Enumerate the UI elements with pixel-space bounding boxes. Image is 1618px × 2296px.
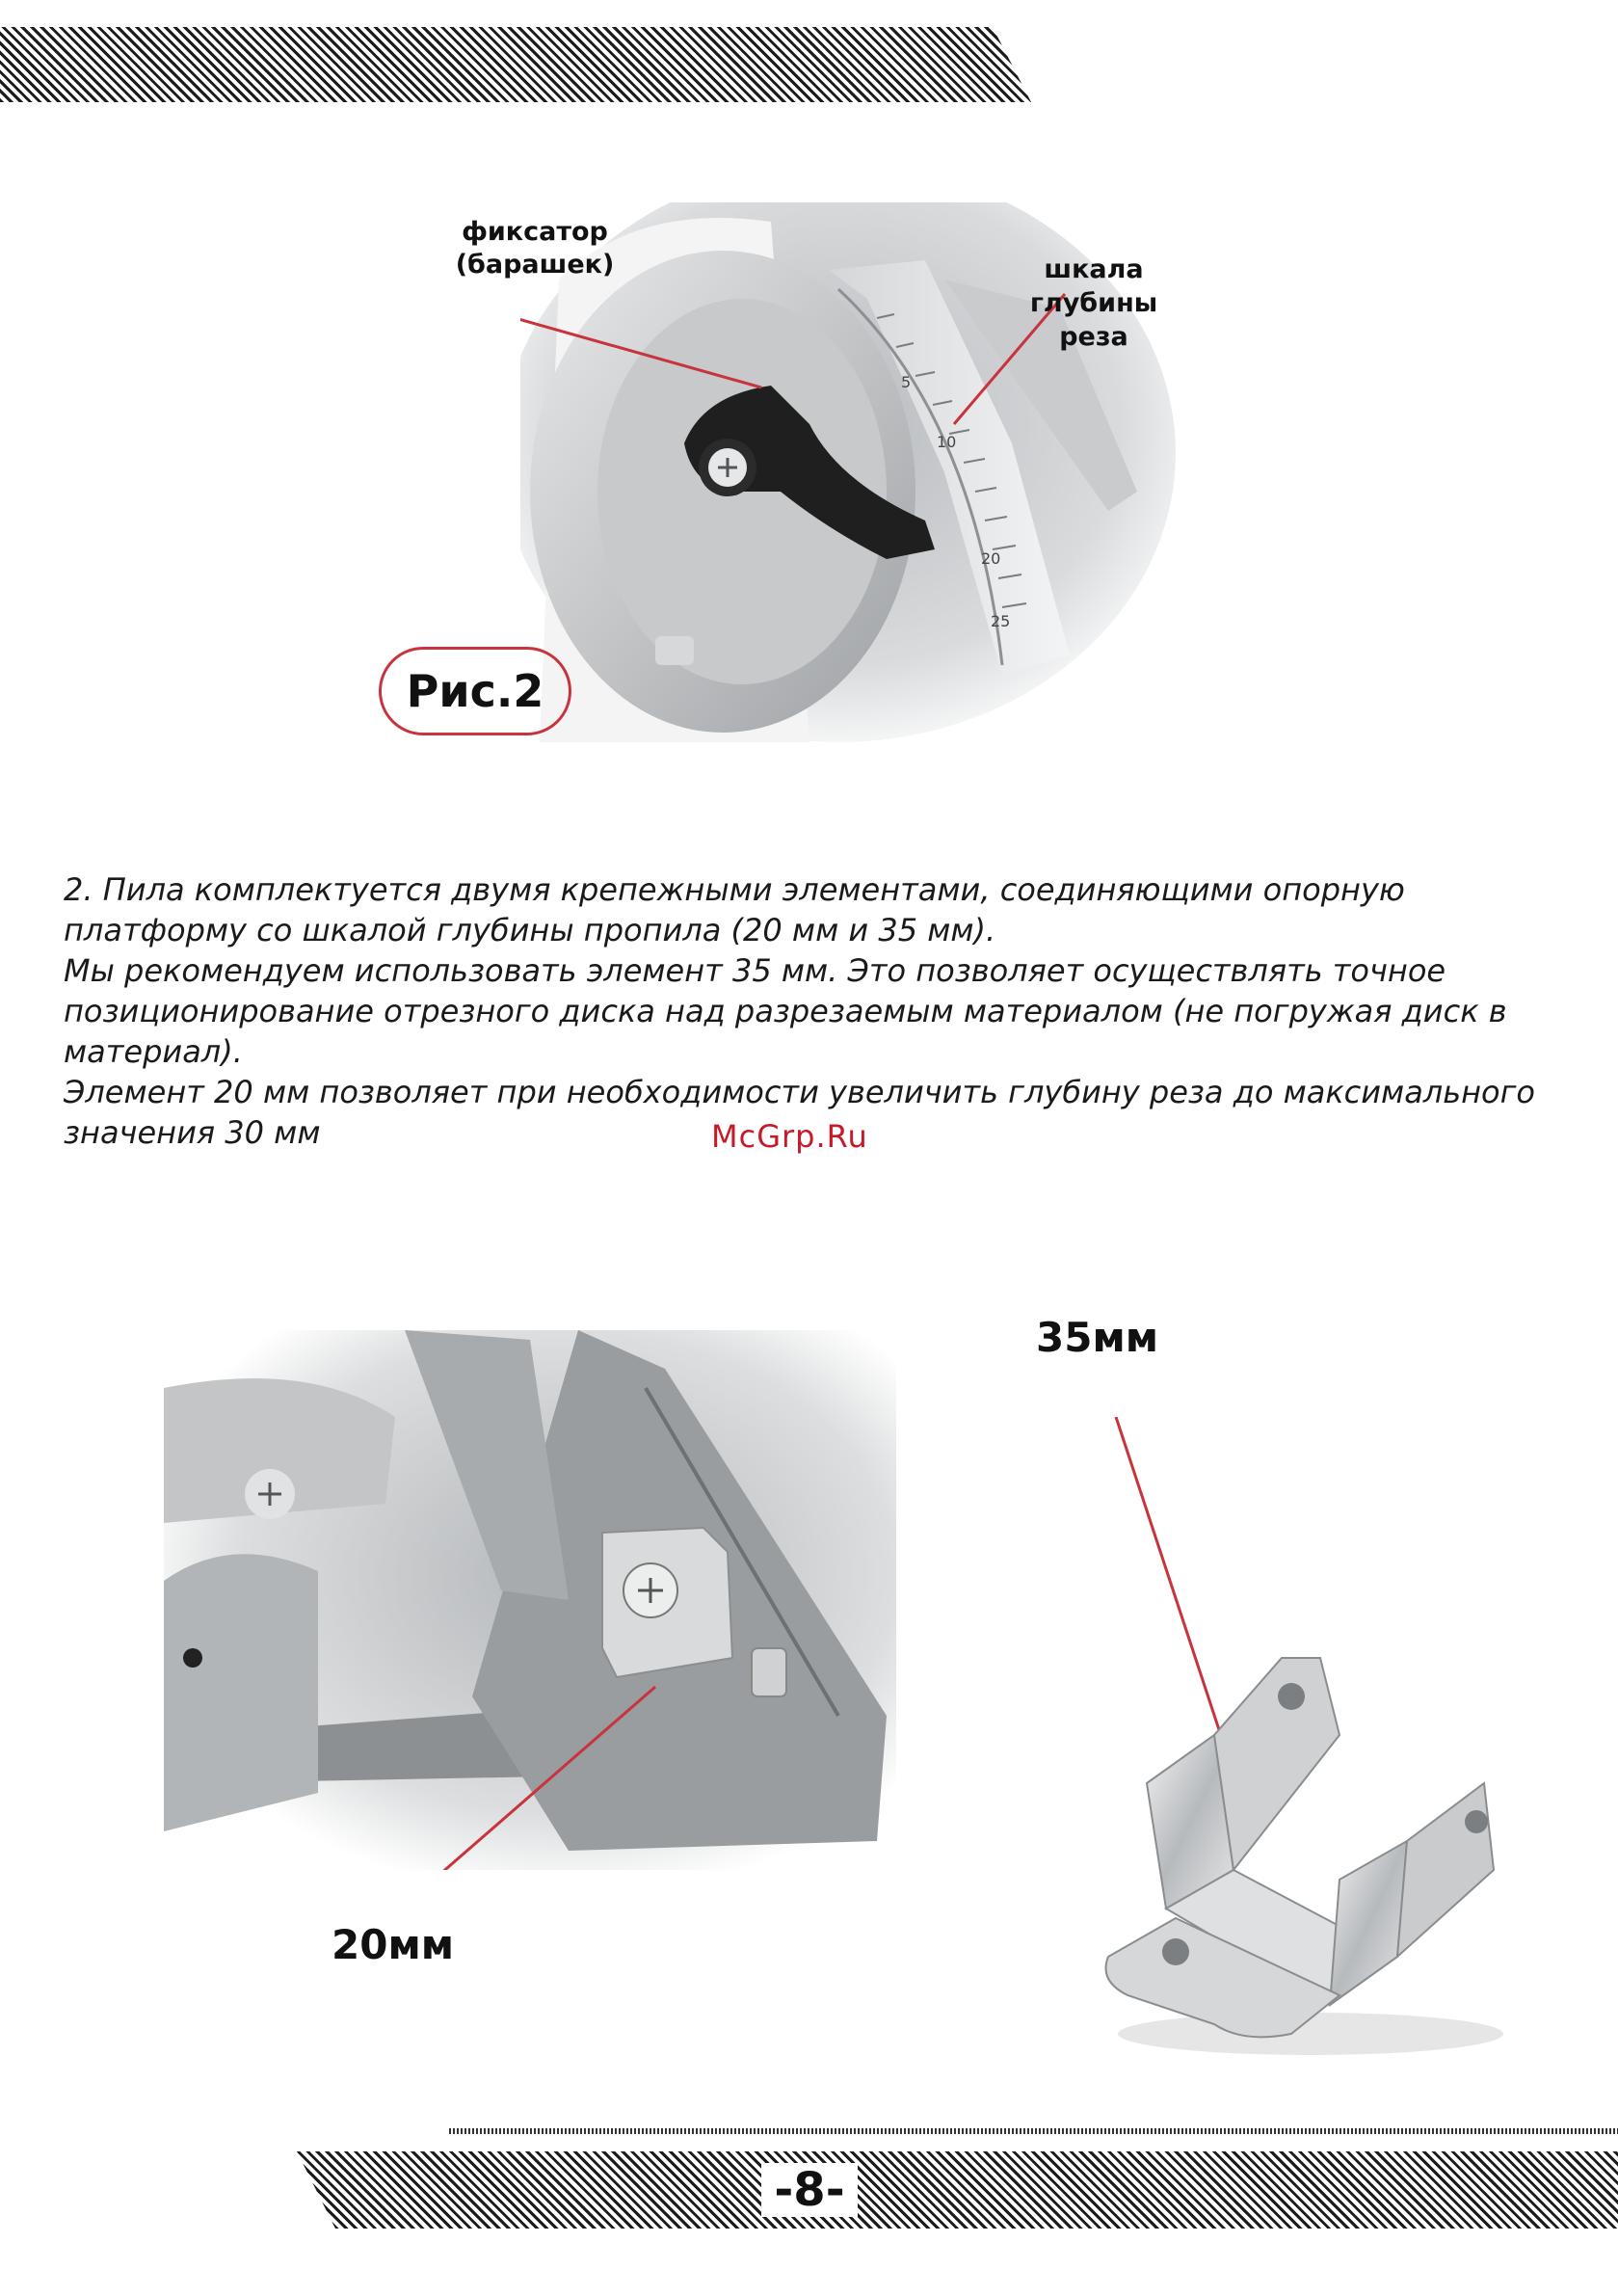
paragraph: Элемент 20 мм позволяет при необходимости увеличить глубину реза до максимального значения 30 мм	[64, 1074, 1535, 1151]
scale-tick-label: 10	[937, 433, 957, 451]
watermark: McGrp.Ru	[711, 1118, 868, 1155]
footer-stripe-band	[297, 2151, 1618, 2229]
page-number: -8-	[761, 2163, 858, 2217]
scale-tick-label: 20	[981, 549, 1001, 568]
bracket-35mm-photo	[1089, 1417, 1552, 2092]
figure-badge: Рис.2	[379, 647, 571, 735]
body-text	[64, 869, 1557, 1153]
header-stripe-band	[0, 27, 1031, 102]
label-35mm: 35мм	[1036, 1314, 1159, 1361]
paragraph: 2. Пила комплектуется двумя крепежными элементами, соединяющими опорную платформу со шкалой глубины пропила (20 мм и 35 мм).	[64, 871, 1405, 948]
footer-dotted-rule	[449, 2128, 1618, 2134]
callout-depth-scale-label: шкала глубины реза	[1029, 254, 1158, 352]
scale-tick-label: 5	[901, 373, 912, 391]
callout-line-35mm	[1116, 1417, 1233, 1774]
scale-tick-label: 25	[991, 612, 1011, 630]
callout-fixator-label: фиксатор (барашек)	[455, 217, 615, 280]
label-20mm: 20мм	[332, 1921, 455, 1968]
paragraph: Мы рекомендуем использовать элемент 35 мм. Это позволяет осуществлять точное позиционирование отрезного диска над разрезаемым материалом (не погружая диск в материал).	[64, 952, 1507, 1070]
base-plate-photo	[164, 1330, 896, 1870]
